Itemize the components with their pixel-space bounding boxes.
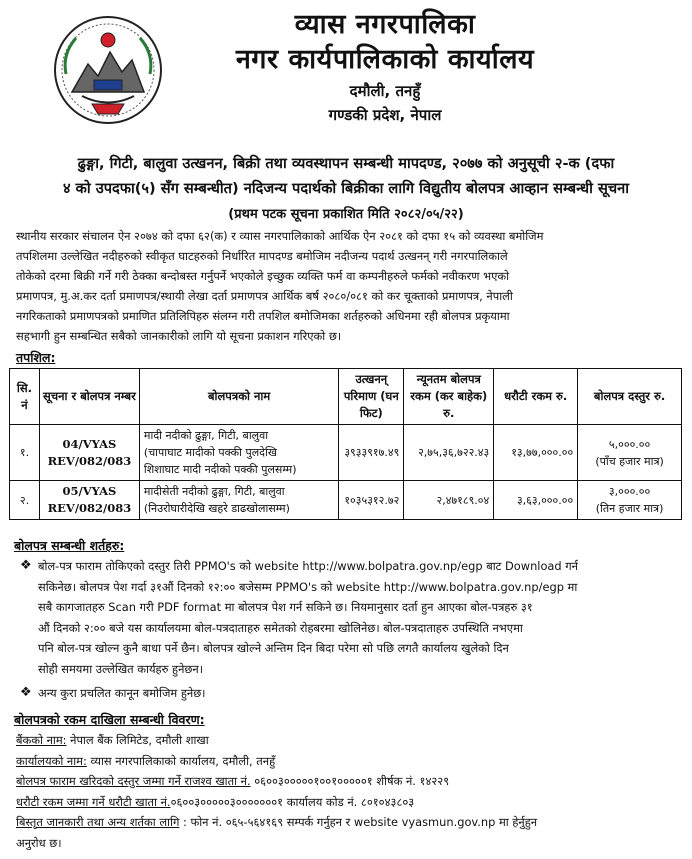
row-name-line: (निउरोघारीदेखि खहरे डाढखोलासम्म) <box>143 502 290 515</box>
office-address: दमौली, तनहुँ <box>349 82 421 100</box>
contact-label: बिस्तृत जानकारी तथा अन्य शर्तका लागि <box>16 815 180 829</box>
header-min-amount: न्यूनतम बोलपत्र रकम (कर बाहेक) रु. <box>404 369 494 425</box>
intro-line: तपशिलमा उल्लेखित नदीहरुको स्वीकृत घाटहरुको निर्धारित मापदण्ड बमोजिम नदीजन्य पदार्थ उत्खनन् गरी नगरपालिकाले <box>16 249 508 263</box>
header-deposit: धरौटी रकम रु. <box>494 369 578 425</box>
deposit-account-label: धरौटी रकम जम्मा गर्ने धरौटी खाता नं. <box>16 794 171 809</box>
intro-line: स्थानीय सरकार संचालन ऐन २०७४ को दफा ६२(क) र व्यास नगरपालिकाको आर्थिक ऐन २०८१ को दफा १५ को व्यवस्था बमोजिम <box>16 229 544 243</box>
condition-line: पनि बोल-पत्र खोल्न कुनै बाधा पर्ने छैन। बोलपत्र खोल्ने अन्तिम दिन बिदा परेमा सो पछि लगतै कार्यालय खुलेको दिन <box>38 641 509 655</box>
header-qty: उत्खनन् परिमाण (घन फिट) <box>339 369 404 425</box>
diamond-bullet-icon: ❖ <box>20 685 32 700</box>
intro-line: सहभागी हुन सम्बन्धित सबैको जानकारीको लागि यो सूचना प्रकाशन गरिएको छ। <box>16 329 342 343</box>
deposit-account-value: ०६००३०००००३०००००००१ कार्यालय कोड नं. ८०१०४३८०३ <box>170 794 415 809</box>
fee-account-label: बोलपत्र फाराम खरिदको दस्तुर जम्मा गर्ने राजश्व खाता नं. <box>16 774 251 788</box>
row-qty: १०३५३१२.७२ <box>339 481 404 520</box>
nepal-emblem-icon <box>52 14 164 126</box>
row-code-line: REV/082/083 <box>47 453 132 468</box>
contact-tail: अनुरोध छ। <box>16 835 62 850</box>
row-name-line: शिशाघाट मादी नदीको पक्की पुलसम्म) <box>143 463 297 476</box>
row-deposit: ३,६३,०००.०० <box>494 481 578 520</box>
fee-account-line <box>16 771 680 792</box>
tender-table <box>9 368 682 520</box>
row-fee <box>578 425 682 481</box>
row-min-amount: २,७५,३६,७२२.४३ <box>404 425 494 481</box>
contact-value: : फोन नं. ०६५-५६४१६९ सम्पर्क गर्नुहन र website vyasmun.gov.np मा हेर्नुहुन <box>179 815 538 829</box>
row-fee <box>578 481 682 520</box>
intro-line: नगरिकताको प्रमाणपत्रको प्रमाणित प्रतिलिपिहरु संलग्न गरी तपशिल बमोजिमका शर्तहरुको अधिनमा रही बोलपत्र प्रकृयामा <box>16 309 510 323</box>
row-name <box>139 425 338 481</box>
bank-value: नेपाल बैंक लिमिटेड, दमौली शाखा <box>66 733 209 747</box>
table-row <box>10 425 682 481</box>
condition-item <box>20 556 680 679</box>
row-qty: ३९३३९१७.४९ <box>339 425 404 481</box>
row-code-line: 05/VYAS <box>62 484 117 498</box>
deposit-account-line <box>16 792 680 813</box>
row-sn: १. <box>10 425 40 481</box>
table-row <box>10 481 682 520</box>
table-header-row <box>10 369 682 425</box>
condition-line: सोही समयमा उल्लेखित कार्यहरु हुनेछन। <box>38 661 204 676</box>
office-value: व्यास नगरपालिकाको कार्यालय, दमौली, तनहुँ <box>86 753 276 768</box>
condition-line: बोल-पत्र फाराम तोकिएको दस्तुर तिरी PPMO's को website http://www.bolpatra.gov.np/egp बाट Download गर्न <box>38 559 578 573</box>
contact-line <box>16 812 680 853</box>
notice-title <box>4 151 688 201</box>
condition-line: अन्य कुरा प्रचलित कानून बमोजिम हुनेछ। <box>38 686 206 700</box>
office-province: गण्डकी प्रदेश, नेपाल <box>328 106 442 124</box>
office-label: कार्यालयको नाम: <box>16 753 87 768</box>
header-fee: बोलपत्र दस्तुर रु. <box>578 369 682 425</box>
intro-line: प्रमाणपत्र, मु.अ.कर दर्ता प्रमाणपत्र/स्थायी लेखा दर्ता प्रमाणपत्र आर्थिक बर्ष २०८०/०८१ को कर चूक्ताको प्रमाणपत्र, नेपाली <box>16 289 513 303</box>
row-code-line: 04/VYAS <box>62 436 117 451</box>
row-name-line: मादीसेती नदीको ढुङ्गा, गिटी, बालुवा <box>143 485 285 498</box>
header-code: सूचना र बोलपत्र नम्बर <box>39 369 139 425</box>
row-code <box>39 425 139 481</box>
bank-line <box>16 730 680 751</box>
municipality-name: व्यास नगरपालिका <box>294 9 476 40</box>
header-name: बोलपत्रको नाम <box>139 369 338 425</box>
row-code-line: REV/082/083 <box>47 501 132 515</box>
condition-item <box>20 683 680 704</box>
row-fee-amount: ३,०००.०० <box>608 485 651 498</box>
fee-account-value: ०६००३०००००१००१०००००१ शीर्षक नं. १४२२९ <box>250 774 450 788</box>
condition-line: सकिनेछ। बोलपत्र पेश गर्दा ३१औं दिनको १२:०० बजेसम्म PPMO's को website http://www.bolpatra.gov.np/egp मा <box>38 579 578 594</box>
row-deposit: १३,७७,०००.०० <box>494 425 578 481</box>
header-sn: सि. नं <box>10 369 40 425</box>
row-sn: २. <box>10 481 40 520</box>
row-name <box>139 481 338 520</box>
row-fee-words: (पाँच हजार मात्र) <box>595 454 664 468</box>
diamond-bullet-icon: ❖ <box>20 558 32 573</box>
intro-paragraph <box>16 226 678 346</box>
notice-title-line: ४ को उपदफा(५) सँग सम्बन्धीत) नदिजन्य पदार्थको बिक्रीका लागि विद्युतीय बोलपत्र आव्हान सम्बन्धी सूचना <box>62 180 630 197</box>
row-fee-amount: ५,०००.०० <box>608 437 651 451</box>
publish-date: (प्रथम पटक सूचना प्रकाशित मिति २०८२/०५/२२) <box>228 207 464 222</box>
notice-title-line: ढुङ्गा, गिटी, बालुवा उत्खनन, बिक्री तथा व्यवस्थापन सम्बन्धी मापदण्ड, २०७७ को अनुसूची २-क (दफा <box>77 155 615 172</box>
conditions-label: बोलपत्र सम्बन्धी शर्तहरु: <box>14 538 125 553</box>
condition-line: सबै कागजातहरु Scan गरी PDF format मा बोलपत्र पेश गर्न सकिने छ। नियमानुसार दर्ता हुन आएका बोल-पत्रहरु ३१ <box>38 600 533 614</box>
condition-line: औं दिनको २:०० बजे यस कार्यालयमा बोल-पत्रदाताहरु समेतको रोहबरमा खोलिनेछ। बोल-पत्रदाताहरु उपस्थिति नभएमा <box>38 620 523 635</box>
office-line <box>16 751 680 772</box>
payment-details <box>16 730 680 853</box>
row-code <box>39 481 139 520</box>
row-fee-words: (तिन हजार मात्र) <box>595 502 664 515</box>
office-name: नगर कार्यपालिकाको कार्यालय <box>235 44 535 75</box>
intro-line: तोकेको दरमा बिक्री गर्ने गरी ठेक्का बन्दोबस्त गर्नुपर्ने भएकोले इच्छुक व्यक्ति फर्म वा कम्पनीहरुले फर्मको नवीकरण भएको <box>16 269 510 283</box>
conditions-list <box>20 556 680 704</box>
office-header <box>170 8 600 126</box>
row-name-line: मादी नदीको ढुङ्गा, गिटी, बालुवा <box>143 429 269 442</box>
bank-label: बैंकको नाम: <box>16 733 67 747</box>
payment-label: बोलपत्रको रकम दाखिला सम्बन्धी विवरण: <box>14 712 205 727</box>
row-min-amount: २,४७१८९.०४ <box>404 481 494 520</box>
schedule-label: तपशिल: <box>16 350 56 365</box>
row-name-line: (चापाघाट मादीको पक्की पुलदेखि <box>143 446 277 459</box>
